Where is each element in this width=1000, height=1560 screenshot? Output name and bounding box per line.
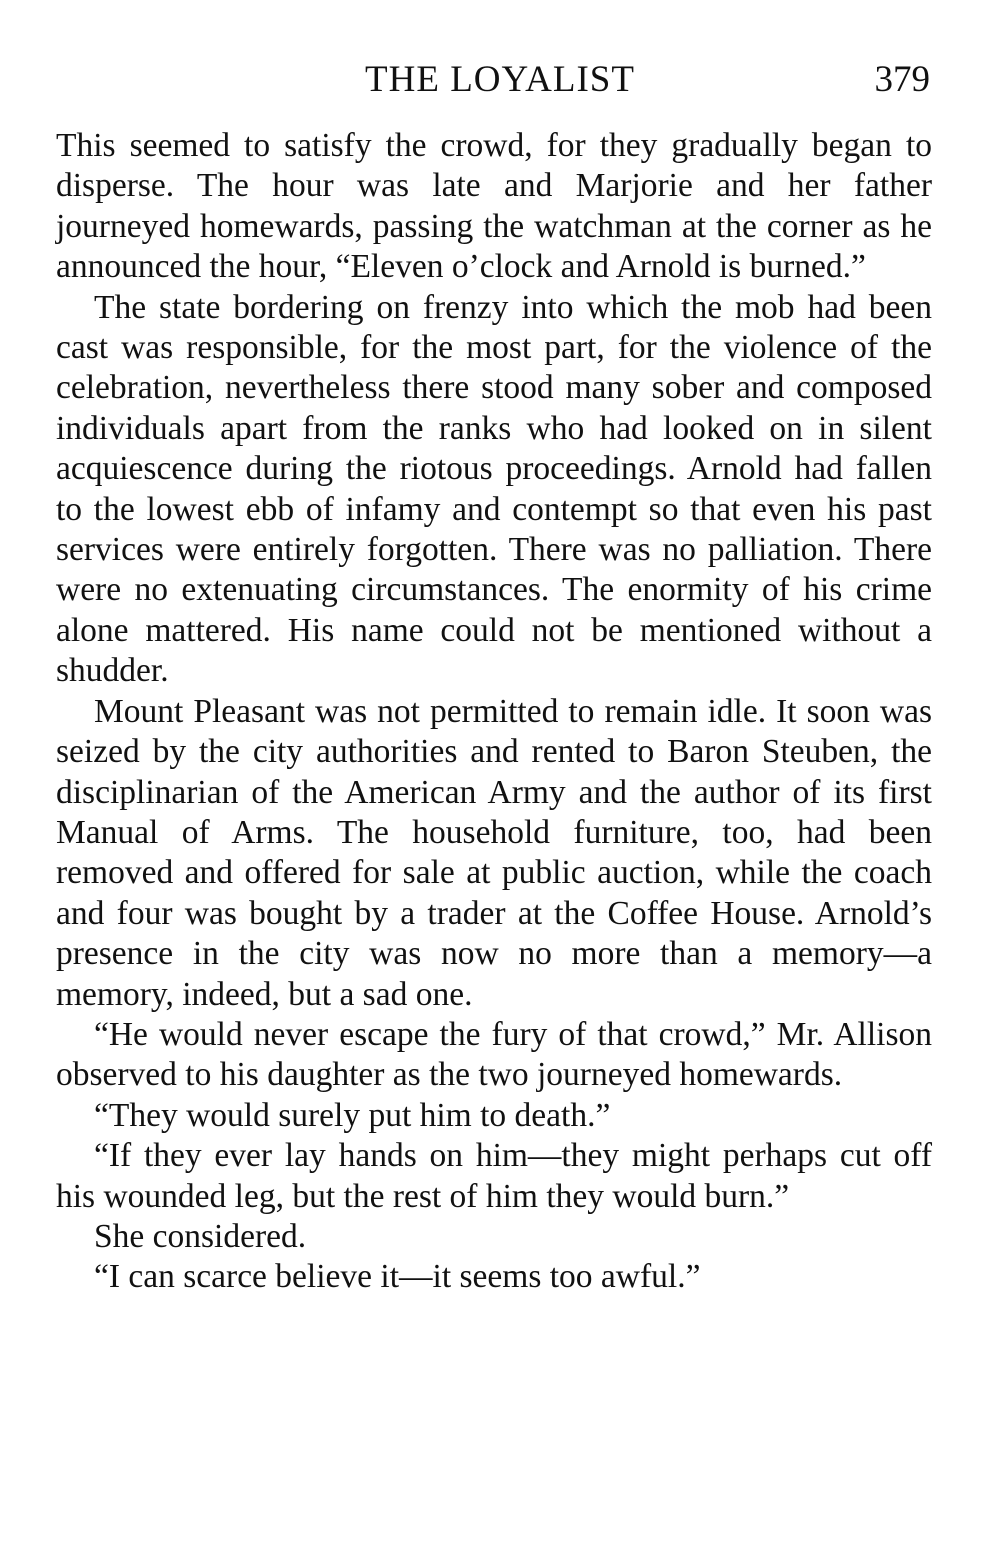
paragraph: “I can scarce believe it—it seems too awful.” xyxy=(94,1258,701,1296)
paragraph: “If they ever lay hands on him—they might perhaps cut off his wounded leg, but the rest of him they would burn.” xyxy=(56,1137,932,1215)
paragraph: “He would never escape the fury of that crowd,” Mr. Allison observed to his daughter as the two journeyed homewards. xyxy=(56,1015,932,1094)
running-title: THE LOYALIST xyxy=(365,59,635,100)
paragraph: She considered. xyxy=(94,1217,307,1255)
page-number: 379 xyxy=(874,59,930,100)
paragraph: Mount Pleasant was not permitted to remain idle. It soon was seized by the city authorities and rented to Baron Steuben, the disciplinarian of the American Army and the author of its first Manual of Arms. The household furniture, too, had been removed and offered for sale at public auction, while the coach and four was bought by a trader at the Coffee House. Arnold’s presence in the city was now no more than a memory—a memory, indeed, but a sad one. xyxy=(56,692,932,1013)
paragraph: The state bordering on frenzy into which the mob had been cast was responsible, for the most part, for the violence of the celebration, nevertheless there stood many sober and composed individuals apart from the ranks who had looked on in silent acquiescence during the riotous proceedings. Arnold had fallen to the lowest ebb of infamy and contempt so that even his past services were entirely forgotten. There was no palliation. There were no extenuating circumstances. The enormity of his crime alone mattered. His name could not be mentioned without a shudder. xyxy=(56,288,932,690)
paragraph: This seemed to satisfy the crowd, for they gradually began to disperse. The hour was late and Marjorie and her father journeyed homewards, passing the watchman at the corner as he announced the hour, “Eleven o’clock and Arnold is burned.” xyxy=(56,127,932,286)
body-text xyxy=(56,126,932,1298)
paragraph: “They would surely put him to death.” xyxy=(94,1096,611,1134)
